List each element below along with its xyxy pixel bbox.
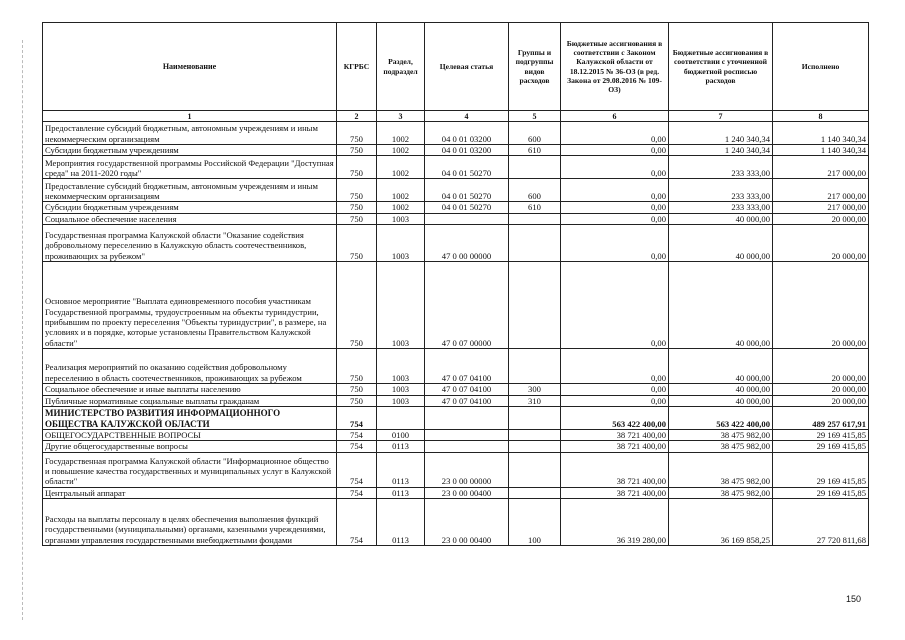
cell-group	[509, 430, 561, 441]
cell-executed: 489 257 617,91	[773, 407, 869, 430]
cell-executed: 27 720 811,68	[773, 499, 869, 546]
cell-schedule: 38 475 982,00	[669, 430, 773, 441]
cell-law: 0,00	[561, 349, 669, 384]
table-row	[43, 122, 869, 145]
cell-executed: 20 000,00	[773, 384, 869, 395]
cell-kgrbs: 750	[337, 225, 377, 262]
cell-name: Основное мероприятие "Выплата единовременного пособия участникам Государственной программы, трудоустроенным на объекты туриндустрии, прибывшим по проекту переселения "Объекты туриндустрии", в размере, на условиях и в порядке, которые установлены Правительством Калужской области"	[43, 262, 337, 349]
cell-group	[509, 349, 561, 384]
table-row	[43, 213, 869, 224]
cell-kgrbs: 754	[337, 499, 377, 546]
cell-target	[425, 430, 509, 441]
table-row	[43, 430, 869, 441]
header-row	[43, 23, 869, 111]
cell-schedule: 1 240 340,34	[669, 145, 773, 156]
cell-name: Социальное обеспечение и иные выплаты населению	[43, 384, 337, 395]
cell-law: 0,00	[561, 384, 669, 395]
cell-kgrbs: 750	[337, 156, 377, 179]
cell-section: 1002	[377, 202, 425, 213]
cell-law: 563 422 400,00	[561, 407, 669, 430]
cell-target: 04 0 01 03200	[425, 145, 509, 156]
cell-name: Предоставление субсидий бюджетным, автономным учреждениям и иным некоммерческим организациям	[43, 122, 337, 145]
cell-section: 1003	[377, 349, 425, 384]
cell-target	[425, 441, 509, 452]
cell-name: Субсидии бюджетным учреждениям	[43, 145, 337, 156]
cell-section: 1002	[377, 122, 425, 145]
cell-kgrbs: 750	[337, 213, 377, 224]
cell-group	[509, 452, 561, 487]
cell-executed: 217 000,00	[773, 179, 869, 202]
cell-section: 1002	[377, 145, 425, 156]
cell-name: Центральный аппарат	[43, 487, 337, 498]
cell-target: 04 0 01 03200	[425, 122, 509, 145]
header-kgrbs: КГРБС	[337, 23, 377, 111]
cell-executed: 29 169 415,85	[773, 430, 869, 441]
cell-kgrbs: 750	[337, 349, 377, 384]
cell-executed: 1 140 340,34	[773, 122, 869, 145]
cell-target: 04 0 01 50270	[425, 179, 509, 202]
cell-name: Реализация мероприятий по оказанию содействия добровольному переселению в область соотечественников, проживающих за рубежом	[43, 349, 337, 384]
cell-law: 38 721 400,00	[561, 452, 669, 487]
cell-target: 23 0 00 00400	[425, 499, 509, 546]
cell-kgrbs: 750	[337, 145, 377, 156]
cell-schedule: 40 000,00	[669, 225, 773, 262]
col-number: 5	[509, 111, 561, 122]
col-number: 3	[377, 111, 425, 122]
table-row	[43, 407, 869, 430]
table-row	[43, 395, 869, 406]
cell-law: 0,00	[561, 225, 669, 262]
header-groups: Группы и подгруппы видов расходов	[509, 23, 561, 111]
table-row	[43, 225, 869, 262]
cell-group: 600	[509, 179, 561, 202]
cell-schedule: 233 333,00	[669, 202, 773, 213]
cell-name: Мероприятия государственной программы Российской Федерации "Доступная среда" на 2011-2020 годы"	[43, 156, 337, 179]
cell-executed: 20 000,00	[773, 213, 869, 224]
cell-group	[509, 213, 561, 224]
cell-group: 100	[509, 499, 561, 546]
col-number: 6	[561, 111, 669, 122]
header-executed: Исполнено	[773, 23, 869, 111]
cell-law: 0,00	[561, 122, 669, 145]
cell-group: 310	[509, 395, 561, 406]
cell-kgrbs: 750	[337, 122, 377, 145]
cell-section: 1003	[377, 395, 425, 406]
cell-law: 0,00	[561, 262, 669, 349]
cell-section	[377, 407, 425, 430]
cell-kgrbs: 754	[337, 441, 377, 452]
cell-kgrbs: 754	[337, 407, 377, 430]
cell-schedule: 36 169 858,25	[669, 499, 773, 546]
cell-kgrbs: 750	[337, 179, 377, 202]
table-row	[43, 349, 869, 384]
table-row	[43, 499, 869, 546]
header-budget-schedule: Бюджетные ассигнования в соответствии с уточненной бюджетной росписью расходов	[669, 23, 773, 111]
cell-law: 0,00	[561, 202, 669, 213]
cell-law: 0,00	[561, 395, 669, 406]
cell-section: 1003	[377, 384, 425, 395]
cell-name: Субсидии бюджетным учреждениям	[43, 202, 337, 213]
cell-section: 0100	[377, 430, 425, 441]
cell-schedule: 38 475 982,00	[669, 441, 773, 452]
cell-name: Публичные нормативные социальные выплаты гражданам	[43, 395, 337, 406]
cell-group: 600	[509, 122, 561, 145]
header-budget-law: Бюджетные ассигнования в соответствии с Законом Калужской области от 18.12.2015 № 36-ОЗ (в ред. Закона от 29.08.2016 № 109-ОЗ)	[561, 23, 669, 111]
cell-section: 0113	[377, 499, 425, 546]
table-row	[43, 441, 869, 452]
cell-schedule: 563 422 400,00	[669, 407, 773, 430]
cell-group	[509, 441, 561, 452]
col-number: 7	[669, 111, 773, 122]
cell-section: 1003	[377, 213, 425, 224]
cell-name: Государственная программа Калужской области "Оказание содействия добровольному переселению в Калужскую область соотечественников, проживающих за рубежом"	[43, 225, 337, 262]
cell-executed: 217 000,00	[773, 202, 869, 213]
cell-group	[509, 407, 561, 430]
cell-kgrbs: 754	[337, 430, 377, 441]
margin-line	[22, 40, 23, 620]
table-row	[43, 202, 869, 213]
cell-executed: 217 000,00	[773, 156, 869, 179]
cell-name: Предоставление субсидий бюджетным, автономным учреждениям и иным некоммерческим организациям	[43, 179, 337, 202]
cell-group	[509, 156, 561, 179]
cell-law: 38 721 400,00	[561, 430, 669, 441]
cell-target: 47 0 07 04100	[425, 349, 509, 384]
cell-group	[509, 487, 561, 498]
cell-section: 0113	[377, 441, 425, 452]
cell-target: 23 0 00 00000	[425, 452, 509, 487]
cell-executed: 29 169 415,85	[773, 487, 869, 498]
table-row	[43, 384, 869, 395]
cell-executed: 1 140 340,34	[773, 145, 869, 156]
table-row	[43, 145, 869, 156]
cell-kgrbs: 750	[337, 202, 377, 213]
cell-name: Расходы на выплаты персоналу в целях обеспечения выполнения функций государственными (муниципальными) органами, казенными учреждениями, органами управления государственными внебюджетными фондами	[43, 499, 337, 546]
cell-schedule: 40 000,00	[669, 384, 773, 395]
cell-group	[509, 262, 561, 349]
header-section: Раздел, подраздел	[377, 23, 425, 111]
cell-section: 0113	[377, 452, 425, 487]
header-target: Целевая статья	[425, 23, 509, 111]
cell-name: Государственная программа Калужской области "Информационное общество и повышение качества государственных и муниципальных услуг в Калужской области"	[43, 452, 337, 487]
table-body	[43, 122, 869, 546]
cell-name: ОБЩЕГОСУДАРСТВЕННЫЕ ВОПРОСЫ	[43, 430, 337, 441]
cell-group: 610	[509, 202, 561, 213]
cell-name: Социальное обеспечение населения	[43, 213, 337, 224]
cell-executed: 29 169 415,85	[773, 441, 869, 452]
cell-law: 0,00	[561, 213, 669, 224]
col-number: 1	[43, 111, 337, 122]
cell-section: 1003	[377, 262, 425, 349]
cell-executed: 20 000,00	[773, 262, 869, 349]
cell-section: 1002	[377, 156, 425, 179]
cell-law: 0,00	[561, 156, 669, 179]
cell-target: 04 0 01 50270	[425, 156, 509, 179]
cell-schedule: 233 333,00	[669, 156, 773, 179]
cell-section: 1002	[377, 179, 425, 202]
cell-executed: 20 000,00	[773, 395, 869, 406]
table-row	[43, 262, 869, 349]
cell-section: 0113	[377, 487, 425, 498]
budget-table	[42, 22, 869, 546]
cell-name: Другие общегосударственные вопросы	[43, 441, 337, 452]
cell-executed: 29 169 415,85	[773, 452, 869, 487]
cell-target: 47 0 00 00000	[425, 225, 509, 262]
cell-kgrbs: 750	[337, 395, 377, 406]
cell-schedule: 40 000,00	[669, 213, 773, 224]
table-row	[43, 179, 869, 202]
col-number: 8	[773, 111, 869, 122]
cell-law: 0,00	[561, 145, 669, 156]
cell-schedule: 1 240 340,34	[669, 122, 773, 145]
cell-target: 23 0 00 00400	[425, 487, 509, 498]
cell-group: 300	[509, 384, 561, 395]
table-row	[43, 487, 869, 498]
cell-executed: 20 000,00	[773, 349, 869, 384]
cell-schedule: 40 000,00	[669, 262, 773, 349]
page-number: 150	[846, 594, 862, 604]
cell-kgrbs: 754	[337, 487, 377, 498]
cell-target: 47 0 07 04100	[425, 384, 509, 395]
cell-schedule: 40 000,00	[669, 395, 773, 406]
cell-executed: 20 000,00	[773, 225, 869, 262]
cell-target: 47 0 07 00000	[425, 262, 509, 349]
cell-law: 0,00	[561, 179, 669, 202]
table-row	[43, 156, 869, 179]
cell-section: 1003	[377, 225, 425, 262]
col-number: 4	[425, 111, 509, 122]
cell-target	[425, 213, 509, 224]
cell-target: 04 0 01 50270	[425, 202, 509, 213]
cell-law: 36 319 280,00	[561, 499, 669, 546]
cell-target: 47 0 07 04100	[425, 395, 509, 406]
cell-schedule: 40 000,00	[669, 349, 773, 384]
table-row	[43, 452, 869, 487]
cell-schedule: 38 475 982,00	[669, 487, 773, 498]
cell-kgrbs: 750	[337, 262, 377, 349]
cell-group: 610	[509, 145, 561, 156]
cell-law: 38 721 400,00	[561, 487, 669, 498]
cell-schedule: 233 333,00	[669, 179, 773, 202]
column-numbers-row	[43, 111, 869, 122]
cell-group	[509, 225, 561, 262]
cell-kgrbs: 754	[337, 452, 377, 487]
col-number: 2	[337, 111, 377, 122]
cell-name: МИНИСТЕРСТВО РАЗВИТИЯ ИНФОРМАЦИОННОГО ОБЩЕСТВА КАЛУЖСКОЙ ОБЛАСТИ	[43, 407, 337, 430]
cell-kgrbs: 750	[337, 384, 377, 395]
cell-law: 38 721 400,00	[561, 441, 669, 452]
cell-schedule: 38 475 982,00	[669, 452, 773, 487]
header-name: Наименование	[43, 23, 337, 111]
cell-target	[425, 407, 509, 430]
